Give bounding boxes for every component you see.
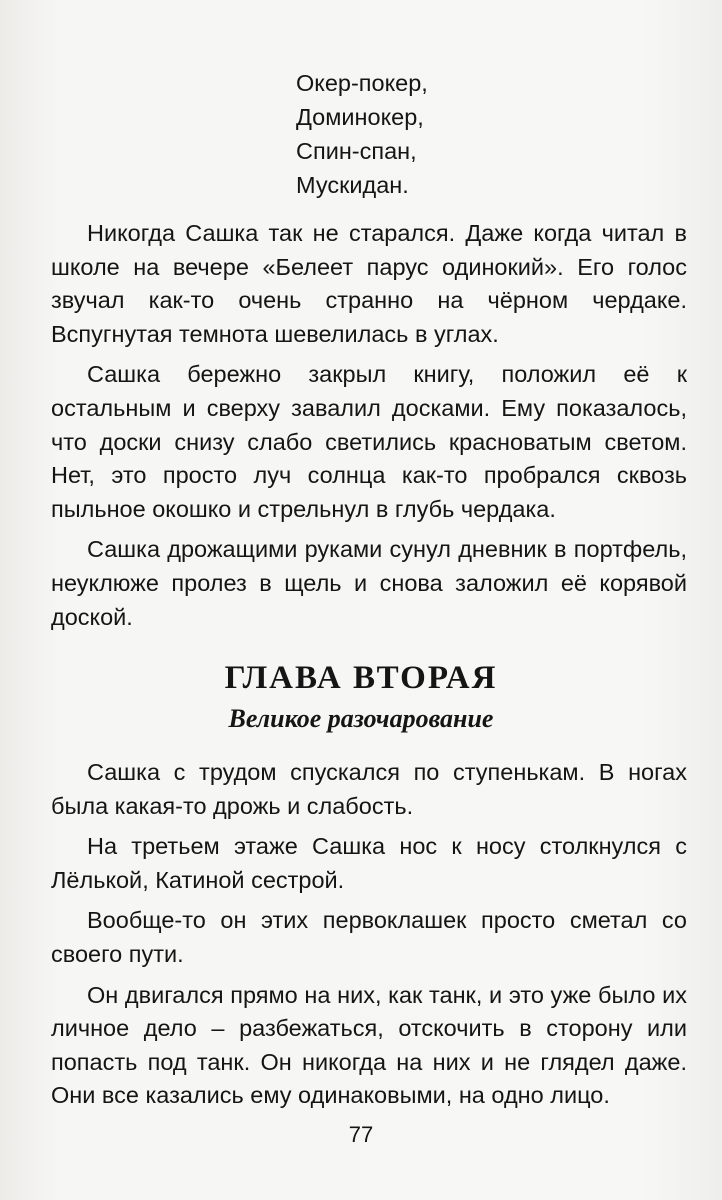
paragraph: На третьем этаже Сашка нос к носу столкнулся с Лёлькой, Катиной сестрой. bbox=[51, 833, 687, 893]
paragraph: Он двигался прямо на них, как танк, и это уже было их личное дело – разбежаться, отскочить в сторону или попасть под танк. Он никогда на них и не глядел даже. Они все казались ему одинаковыми, на одно лицо. bbox=[51, 981, 687, 1109]
chapter-subtitle: Великое разочарование bbox=[228, 704, 494, 733]
paragraph: Вообще-то он этих первоклашек просто сметал со своего пути. bbox=[51, 907, 687, 967]
paragraph: Никогда Сашка так не старался. Даже когда читал в школе на вечере «Белеет парус одинокий». Его голос звучал как-то очень странно на чёрном чердаке. Вспугнутая темнота шевелилась в углах. bbox=[51, 220, 687, 347]
paragraph: Сашка дрожащими руками сунул дневник в портфель, неуклюже пролез в щель и снова заложил её корявой доской. bbox=[51, 536, 687, 630]
paragraph: Сашка бережно закрыл книгу, положил её к остальным и сверху завалил досками. Ему показалось, что доски снизу слабо светились красноватым светом. Нет, это просто луч солнца как-то пробрался сквозь пыльное окошко и стрельнул в глубь чердака. bbox=[51, 361, 687, 522]
poem-line: Мускидан. bbox=[296, 172, 409, 198]
poem-line: Спин-спан, bbox=[296, 138, 417, 164]
text-block-bottom bbox=[51, 756, 687, 1120]
text-block-top bbox=[51, 217, 687, 641]
poem-line: Доминокер, bbox=[296, 104, 424, 130]
poem bbox=[296, 66, 428, 202]
page-number: 77 bbox=[348, 1122, 374, 1147]
paragraph: Сашка с трудом спускался по ступенькам. В ногах была какая-то дрожь и слабость. bbox=[51, 759, 687, 819]
poem-line: Окер-покер, bbox=[296, 70, 428, 96]
chapter-title: ГЛАВА ВТОРАЯ bbox=[224, 660, 498, 696]
